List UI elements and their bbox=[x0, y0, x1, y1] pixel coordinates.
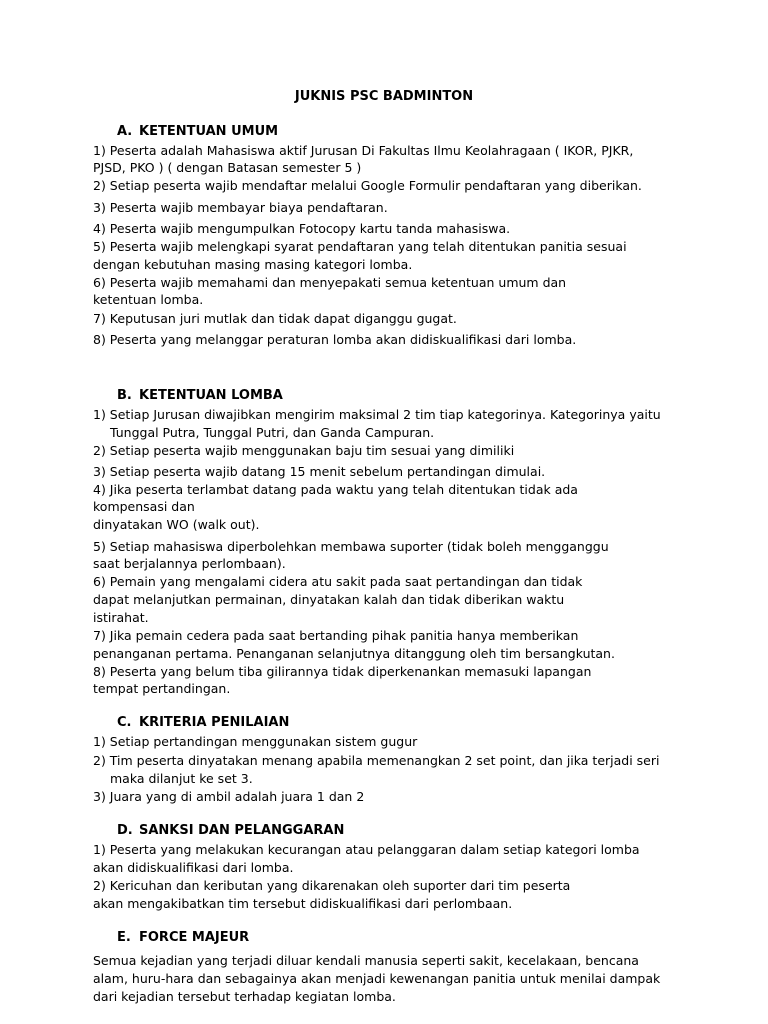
section-b-line: 3) Setiap peserta wajib datang 15 menit sebelum pertandingan dimulai. bbox=[93, 464, 546, 479]
section-a-letter: A. bbox=[117, 124, 133, 139]
document-title: JUKNIS PSC BADMINTON bbox=[294, 89, 474, 104]
section-c-title: KRITERIA PENILAIAN bbox=[139, 715, 290, 730]
section-b-title: KETENTUAN LOMBA bbox=[139, 388, 283, 403]
section-d-line: akan didiskualifikasi dari lomba. bbox=[93, 860, 294, 875]
section-b-line: dapat melanjutkan permainan, dinyatakan kalah dan tidak diberikan waktu bbox=[93, 592, 565, 607]
section-b-line: 2) Setiap peserta wajib menggunakan baju tim sesuai yang dimiliki bbox=[93, 443, 515, 458]
section-e-title: FORCE MAJEUR bbox=[139, 930, 250, 945]
section-b-line: 8) Peserta yang belum tiba gilirannya tidak diperkenankan memasuki lapangan bbox=[93, 664, 592, 679]
section-b-letter: B. bbox=[117, 388, 132, 403]
section-e-line: dari kejadian tersebut terhadap kegiatan lomba. bbox=[93, 989, 396, 1004]
section-e-letter: E. bbox=[117, 930, 131, 945]
section-b-line: kompensasi dan bbox=[93, 499, 195, 514]
section-a-line: ketentuan lomba. bbox=[93, 292, 204, 307]
section-d-line: 2) Kericuhan dan keributan yang dikarenakan oleh suporter dari tim peserta bbox=[93, 878, 571, 893]
section-a-title: KETENTUAN UMUM bbox=[139, 124, 279, 139]
section-a-line: 4) Peserta wajib mengumpulkan Fotocopy kartu tanda mahasiswa. bbox=[93, 221, 511, 236]
section-d-line: 1) Peserta yang melakukan kecurangan atau pelanggaran dalam setiap kategori lomba bbox=[93, 842, 640, 857]
section-c-heading bbox=[117, 715, 289, 730]
section-d-letter: D. bbox=[117, 823, 133, 838]
section-a-line: 5) Peserta wajib melengkapi syarat pendaftaran yang telah ditentukan panitia sesuai bbox=[93, 239, 627, 254]
section-d-title: SANKSI DAN PELANGGARAN bbox=[139, 823, 345, 838]
section-e-line: Semua kejadian yang terjadi diluar kendali manusia seperti sakit, kecelakaan, bencana bbox=[93, 953, 639, 968]
section-c-line: 1) Setiap pertandingan menggunakan sistem gugur bbox=[93, 734, 418, 749]
section-e-heading bbox=[117, 930, 249, 945]
section-b-line: 1) Setiap Jurusan diwajibkan mengirim maksimal 2 tim tiap kategorinya. Kategorinya yaitu bbox=[93, 407, 661, 422]
section-a-line: 7) Keputusan juri mutlak dan tidak dapat diganggu gugat. bbox=[93, 311, 457, 326]
section-d-line: akan mengakibatkan tim tersebut didiskualifikasi dari perlombaan. bbox=[93, 896, 513, 911]
section-a-line: 6) Peserta wajib memahami dan menyepakati semua ketentuan umum dan bbox=[93, 275, 567, 290]
section-a-heading bbox=[117, 124, 278, 139]
section-b-line: istirahat. bbox=[93, 610, 149, 625]
section-c-letter: C. bbox=[117, 715, 132, 730]
section-e-line: alam, huru-hara dan sebagainya akan menjadi kewenangan panitia untuk menilai dampak bbox=[93, 971, 661, 986]
section-b-line: Tunggal Putra, Tunggal Putri, dan Ganda Campuran. bbox=[110, 425, 435, 440]
section-b-line: dinyatakan WO (walk out). bbox=[93, 517, 260, 532]
section-a-line: 2) Setiap peserta wajib mendaftar melalui Google Formulir pendaftaran yang diberikan. bbox=[93, 178, 642, 193]
section-b-line: 4) Jika peserta terlambat datang pada waktu yang telah ditentukan tidak ada bbox=[93, 482, 578, 497]
section-a-line: 3) Peserta wajib membayar biaya pendaftaran. bbox=[93, 200, 388, 215]
section-a-line: PJSD, PKO ) ( dengan Batasan semester 5 ) bbox=[93, 160, 362, 175]
section-c-line: 2) Tim peserta dinyatakan menang apabila memenangkan 2 set point, dan jika terjadi seri bbox=[93, 753, 660, 768]
section-c-line: 3) Juara yang di ambil adalah juara 1 dan 2 bbox=[93, 789, 365, 804]
section-b-line: tempat pertandingan. bbox=[93, 681, 231, 696]
section-a-line: dengan kebutuhan masing masing kategori lomba. bbox=[93, 257, 413, 272]
section-b-line: saat berjalannya perlombaan). bbox=[93, 556, 286, 571]
section-a-line: 1) Peserta adalah Mahasiswa aktif Jurusan Di Fakultas Ilmu Keolahragaan ( IKOR, PJKR, bbox=[93, 143, 634, 158]
section-b-line: 5) Setiap mahasiswa diperbolehkan membawa suporter (tidak boleh mengganggu bbox=[93, 539, 609, 554]
section-b-heading bbox=[117, 388, 283, 403]
section-b-line: penanganan pertama. Penanganan selanjutnya ditanggung oleh tim bersangkutan. bbox=[93, 646, 615, 661]
section-c-line: maka dilanjut ke set 3. bbox=[110, 771, 253, 786]
section-b-line: 6) Pemain yang mengalami cidera atu sakit pada saat pertandingan dan tidak bbox=[93, 574, 583, 589]
section-d-heading bbox=[117, 823, 344, 838]
section-b-line: 7) Jika pemain cedera pada saat bertanding pihak panitia hanya memberikan bbox=[93, 628, 579, 643]
section-a-line: 8) Peserta yang melanggar peraturan lomba akan didiskualifikasi dari lomba. bbox=[93, 332, 577, 347]
